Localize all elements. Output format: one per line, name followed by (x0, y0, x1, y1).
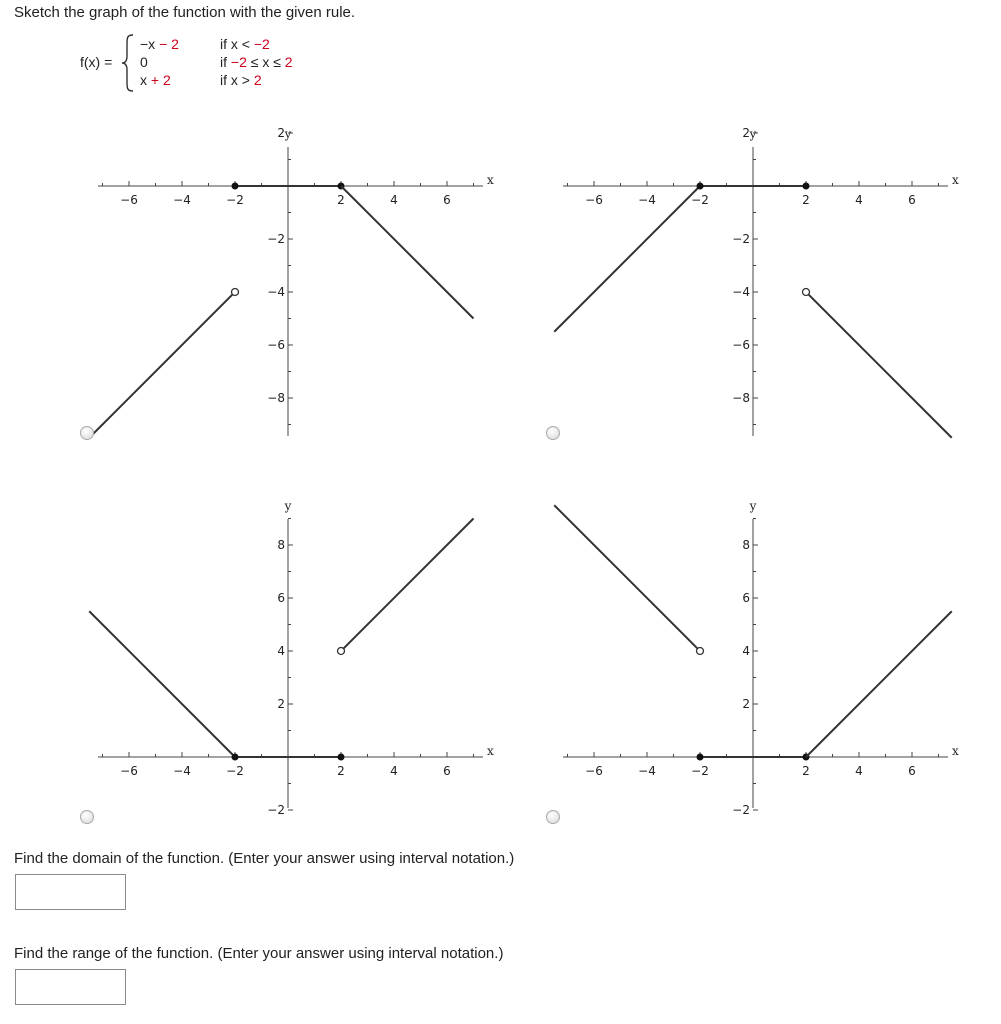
x-tick-label: −4 (638, 193, 656, 207)
x-tick-label: 2 (802, 193, 810, 207)
range-question: Find the range of the function. (Enter your answer using interval notation.) (14, 945, 504, 962)
open-endpoint (232, 289, 239, 296)
y-tick-label: 4 (742, 644, 750, 658)
graph-segment-3 (806, 611, 952, 757)
y-tick-label: 8 (742, 538, 750, 552)
y-tick-label: 2 (742, 126, 750, 140)
x-tick-label: −2 (226, 193, 244, 207)
piece-expr-2: 0 (140, 54, 148, 70)
open-endpoint (803, 289, 810, 296)
graph-segment-3 (341, 186, 474, 319)
y-tick-label: −6 (267, 338, 285, 352)
y-tick-label: 2 (742, 697, 750, 711)
y-tick-label: −8 (267, 391, 285, 405)
x-tick-label: −2 (691, 193, 709, 207)
piece-cond-2: if −2 ≤ x ≤ 2 (220, 54, 293, 70)
closed-endpoint (338, 754, 345, 761)
y-tick-label: 4 (277, 644, 285, 658)
x-tick-label: −4 (173, 193, 191, 207)
y-tick-label: 2 (277, 697, 285, 711)
graph-option-d (560, 490, 960, 820)
y-tick-label: 6 (742, 591, 750, 605)
y-tick-label: −4 (267, 285, 285, 299)
domain-question: Find the domain of the function. (Enter your answer using interval notation.) (14, 850, 515, 867)
x-axis-label: x (487, 173, 494, 187)
y-tick-label: −4 (732, 285, 750, 299)
graph-segment-3 (343, 519, 473, 649)
x-axis-label: x (952, 744, 959, 758)
x-tick-label: −6 (120, 764, 138, 778)
x-tick-label: 4 (390, 764, 398, 778)
function-label: f(x) = (80, 54, 113, 70)
y-axis-label: y (284, 127, 292, 141)
graph-segment-3 (808, 294, 951, 437)
y-tick-label: −2 (732, 803, 750, 817)
x-tick-label: −6 (585, 764, 603, 778)
y-tick-label: 6 (277, 591, 285, 605)
piece-expr-3: x + 2 (140, 72, 171, 88)
x-tick-label: 2 (337, 764, 345, 778)
x-tick-label: −2 (691, 764, 709, 778)
x-axis-label: x (952, 173, 959, 187)
x-tick-label: 4 (855, 193, 863, 207)
piece-cond-1: if x < −2 (220, 36, 270, 52)
radio-option-d[interactable] (546, 810, 560, 824)
domain-answer-input[interactable] (15, 874, 126, 910)
y-tick-label: −8 (732, 391, 750, 405)
x-tick-label: −4 (173, 764, 191, 778)
y-tick-label: −2 (267, 803, 285, 817)
range-answer-input[interactable] (15, 969, 126, 1005)
open-endpoint (697, 648, 704, 655)
problem-prompt: Sketch the graph of the function with the given rule. (14, 4, 356, 21)
y-tick-label: 2 (277, 126, 285, 140)
y-tick-label: 8 (277, 538, 285, 552)
radio-option-a[interactable] (80, 426, 94, 440)
y-axis-label: y (749, 499, 757, 513)
x-tick-label: 6 (908, 193, 916, 207)
piece-cond-3: if x > 2 (220, 72, 262, 88)
x-tick-label: 6 (443, 193, 451, 207)
y-tick-label: −2 (732, 232, 750, 246)
y-tick-label: −6 (732, 338, 750, 352)
piecewise-definition (0, 34, 400, 94)
closed-endpoint (232, 183, 239, 190)
closed-endpoint (697, 183, 704, 190)
graph-segment-1 (89, 611, 235, 757)
y-axis-label: y (749, 127, 757, 141)
left-brace (120, 34, 136, 92)
x-tick-label: −6 (120, 193, 138, 207)
open-endpoint (338, 648, 345, 655)
radio-option-c[interactable] (80, 810, 94, 824)
x-tick-label: −2 (226, 764, 244, 778)
graph-segment-1 (554, 505, 697, 648)
x-tick-label: 2 (337, 193, 345, 207)
y-axis-label: y (284, 499, 292, 513)
x-tick-label: 6 (443, 764, 451, 778)
piece-expr-1: −x − 2 (140, 36, 179, 52)
graph-option-a (95, 110, 495, 440)
x-tick-label: 6 (908, 764, 916, 778)
x-tick-label: −4 (638, 764, 656, 778)
graph-option-b (560, 110, 960, 440)
x-tick-label: −6 (585, 193, 603, 207)
radio-option-b[interactable] (546, 426, 560, 440)
graph-segment-1 (554, 186, 700, 332)
closed-endpoint (697, 754, 704, 761)
x-tick-label: 2 (802, 764, 810, 778)
x-tick-label: 4 (855, 764, 863, 778)
closed-endpoint (803, 183, 810, 190)
x-axis-label: x (487, 744, 494, 758)
y-tick-label: −2 (267, 232, 285, 246)
graph-segment-1 (89, 294, 232, 437)
closed-endpoint (232, 754, 239, 761)
graph-option-c (95, 490, 495, 820)
x-tick-label: 4 (390, 193, 398, 207)
